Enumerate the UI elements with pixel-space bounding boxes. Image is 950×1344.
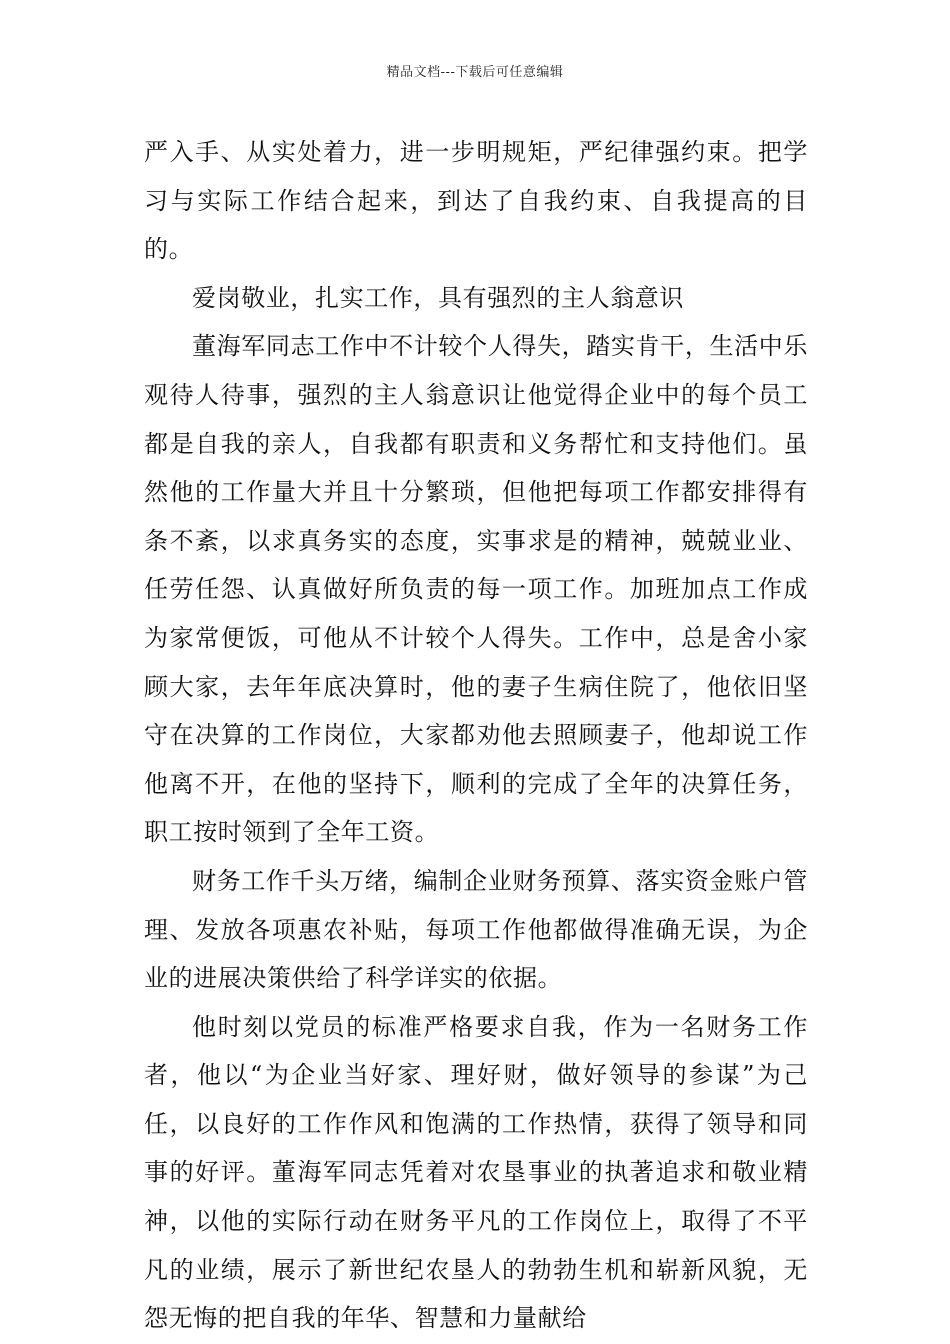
- paragraph: 财务工作千头万绪，编制企业财务预算、落实资金账户管理、发放各项惠农补贴，每项工作他都做得准确无误，为企业的进展决策供给了科学详实的依据。: [144, 866, 808, 993]
- paragraph: 董海军同志工作中不计较个人得失，踏实肯干，生活中乐观待人待事，强烈的主人翁意识让他觉得企业中的每个员工都是自我的亲人，自我都有职责和义务帮忙和支持他们。虽然他的工作量大并且十分繁琐，但他把每项工作都安排得有条不紊，以求真务实的态度，实事求是的精神，兢兢业业、任劳任怨、认真做好所负责的每一项工作。加班加点工作成为家常便饭，可他从不计较个人得失。工作中，总是舍小家顾大家，去年年底决算时，他的妻子生病住院了，他依旧坚守在决算的工作岗位，大家都劝他去照顾妻子，他却说工作他离不开，在他的坚持下，顺利的完成了全年的决算任务，职工按时领到了全年工资。: [144, 332, 808, 847]
- page-header: 精品文档---下载后可任意编辑: [386, 65, 564, 80]
- paragraph-continuation: 严入手、从实处着力，进一步明规矩，严纪律强约束。把学习与实际工作结合起来，到达了自我约束、自我提高的目的。: [144, 138, 808, 264]
- document-body: [144, 128, 808, 1343]
- section-heading: 爱岗敬业，扎实工作，具有强烈的主人翁意识: [192, 283, 684, 312]
- paragraph: 他时刻以党员的标准严格要求自我，作为一名财务工作者，他以“为企业当好家、理好财，做好领导的参谋”为己任，以良好的工作作风和饱满的工作热情，获得了领导和同事的好评。董海军同志凭着对农垦事业的执著追求和敬业精神，以他的实际行动在财务平凡的工作岗位上，取得了不平凡的业绩，展示了新世纪农垦人的勃勃生机和崭新风貌，无怨无悔的把自我的年华、智慧和力量献给: [144, 1012, 808, 1333]
